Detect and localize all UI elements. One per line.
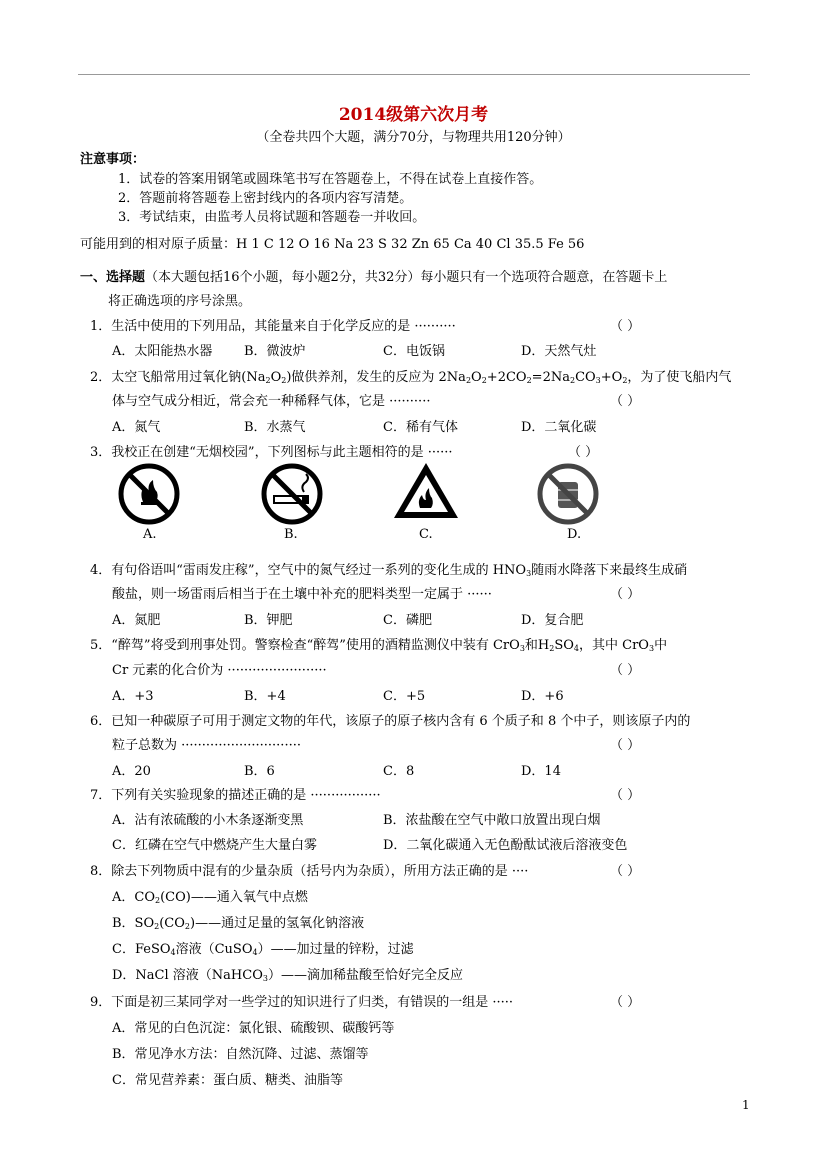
no-smoking-icon <box>260 462 324 526</box>
question-5-stem <box>90 634 667 653</box>
q8a-text: A．CO <box>112 890 155 905</box>
header-rule <box>78 74 750 75</box>
note-item: 2．答题前将答题卷上密封线内的各项内容写清楚。 <box>118 191 413 206</box>
q2-sub: 2 <box>481 376 487 385</box>
q1-option-b: B．微波炉 <box>244 344 306 359</box>
q2-option-c: C．稀有气体 <box>383 420 458 435</box>
q5-text: ，其中 CrO <box>579 638 649 653</box>
q8c-text: 溶液（CuSO <box>175 942 253 957</box>
q2-option-a: A．氮气 <box>112 420 161 435</box>
q1-option-a: A．太阳能热水器 <box>112 344 213 359</box>
flammable-warning-icon <box>391 460 461 522</box>
question-6-stem: 6．已知一种碳原子可用于测定文物的年代，该原子的原子核内含有 6 个质子和 8 个中子，则该原子内的 <box>90 714 691 729</box>
answer-paren: （ ） <box>610 864 641 879</box>
q4-sub: 3 <box>526 569 532 578</box>
q2-text: O <box>270 370 282 385</box>
q2-sub: 2 <box>569 376 576 385</box>
q8-option-d <box>112 964 463 983</box>
q2-text: +O <box>600 370 623 385</box>
q5-text: 和H <box>524 638 550 653</box>
answer-paren: （ ） <box>610 587 641 602</box>
q5-sub: 3 <box>648 644 655 653</box>
question-8-stem: 8．除去下列物质中混有的少量杂质（括号内为杂质），所用方法正确的是 ···· <box>90 864 529 879</box>
q5-sub: 3 <box>519 644 525 653</box>
answer-paren: （ ） <box>610 394 641 409</box>
q8a-text: (CO)——通入氧气中点燃 <box>160 890 308 905</box>
q2-text: +2CO <box>486 370 527 385</box>
question-4-stem <box>90 559 687 578</box>
section-desc-2: 将正确选项的序号涂黑。 <box>108 294 252 309</box>
q8b-text: (CO <box>159 916 185 931</box>
q1-option-d: D．天然气灶 <box>521 344 597 359</box>
q8c-text: ）——加过量的锌粉，过滤 <box>257 942 414 957</box>
question-9-stem: 9．下面是初三某同学对一些学过的知识进行了归类，有错误的一组是 ····· <box>90 995 514 1010</box>
q2-text: CO <box>575 370 596 385</box>
q8d-text: D．NaCl 溶液（NaHCO <box>112 968 263 983</box>
answer-paren: （ ） <box>610 738 641 753</box>
q9-option-a: A．常见的白色沉淀：氯化银、硫酸钡、碳酸钙等 <box>112 1021 395 1036</box>
q1-option-c: C．电饭锅 <box>383 344 445 359</box>
q2-sub: 2 <box>526 376 532 385</box>
q2-text: O <box>471 370 482 385</box>
q3-label-c: C. <box>419 527 433 542</box>
q8-sub: 4 <box>170 948 176 957</box>
note-item: 1．试卷的答案用钢笔或圆珠笔书写在答题卷上，不得在试卷上直接作答。 <box>118 172 543 187</box>
question-7-stem: 7．下列有关实验现象的描述正确的是 ················· <box>90 788 381 803</box>
q6-option-a: A．20 <box>112 764 151 779</box>
page-subtitle: （全卷共四个大题，满分70分，与物理共用120分钟） <box>256 130 571 145</box>
q5-sub: 4 <box>573 644 580 653</box>
q2-text: )做供养剂，发生的反应为 2Na <box>286 370 466 385</box>
section-title: 一、选择题 <box>80 270 146 285</box>
q8-option-b <box>112 912 364 931</box>
q3-label-d: D. <box>567 527 582 542</box>
q8-option-a <box>112 886 308 905</box>
q7-option-c: C．红磷在空气中燃烧产生大量白雾 <box>112 838 317 853</box>
q2-option-d: D．二氧化碳 <box>521 420 597 435</box>
question-4-line-2: 酸盐，则一场雷雨后相当于在土壤中补充的肥料类型一定属于 ······ <box>112 587 492 602</box>
q9-option-b: B．常见净水方法：自然沉降、过滤、蒸馏等 <box>112 1047 369 1062</box>
q4-option-c: C．磷肥 <box>383 613 432 628</box>
question-5-line-2: Cr 元素的化合价为 ························ <box>112 663 327 678</box>
q8d-text: ）——滴加稀盐酸至恰好完全反应 <box>267 968 463 983</box>
q2-sub: 2 <box>465 376 472 385</box>
section-heading <box>80 266 667 285</box>
q8-sub: 2 <box>155 896 161 905</box>
q8-sub: 4 <box>252 948 258 957</box>
q2-sub: 2 <box>265 376 271 385</box>
q2-text: ，为了使飞船内气 <box>627 370 732 385</box>
q3-label-b: B. <box>284 527 298 542</box>
q2-sub: 2 <box>281 376 287 385</box>
q5-option-a: A．+3 <box>112 689 154 704</box>
q7-option-d: D．二氧化碳通入无色酚酞试液后溶液变色 <box>383 838 628 853</box>
question-2-stem <box>90 366 731 385</box>
atomic-masses: 可能用到的相对原子质量：H 1 C 12 O 16 Na 23 S 32 Zn 65 Ca 40 Cl 35.5 Fe 56 <box>80 237 585 252</box>
question-3-stem: 3．我校正在创建“无烟校园”，下列图标与此主题相符的是 ······ <box>90 445 453 460</box>
q4-text: 随雨水降落下来最终生成硝 <box>531 563 688 578</box>
page-number: 1 <box>742 1098 750 1112</box>
q5-text: 5．“醉驾”将受到刑事处罚。警察检查“醉驾”使用的酒精监测仪中装有 CrO <box>90 638 520 653</box>
q7-option-b: B．浓盐酸在空气中敞口放置出现白烟 <box>383 813 601 828</box>
q8b-text: )——通过足量的氢氧化钠溶液 <box>190 916 365 931</box>
q8-sub: 2 <box>184 922 190 931</box>
q2-sub: 2 <box>622 376 628 385</box>
q8b-text: B．SO <box>112 916 155 931</box>
q5-option-d: D．+6 <box>521 689 564 704</box>
no-open-flame-icon <box>117 462 181 526</box>
question-6-line-2: 粒子总数为 ····························· <box>112 738 301 753</box>
q8c-text: C．FeSO <box>112 942 171 957</box>
q6-option-c: C．8 <box>383 764 415 779</box>
q2-sub: 3 <box>595 376 601 385</box>
no-dumping-icon <box>536 462 600 526</box>
q8-sub: 3 <box>262 974 268 983</box>
section-desc: （本大题包括16个小题，每小题2分，共32分）每小题只有一个选项符合题意，在答题卡上 <box>145 270 668 285</box>
q4-option-a: A．氮肥 <box>112 613 161 628</box>
answer-paren: （ ） <box>610 995 641 1010</box>
q8-sub: 2 <box>154 922 160 931</box>
q7-option-a: A．沾有浓硫酸的小木条逐渐变黑 <box>112 813 304 828</box>
q2-option-b: B．水蒸气 <box>244 420 306 435</box>
question-1-stem: 1．生活中使用的下列用品，其能量来自于化学反应的是 ·········· <box>90 319 456 334</box>
q4-option-d: D．复合肥 <box>521 613 584 628</box>
note-item: 3．考试结束，由监考人员将试题和答题卷一并收回。 <box>118 210 426 225</box>
q2-text: =2Na <box>531 370 570 385</box>
q3-label-a: A. <box>143 527 157 542</box>
q8-option-c <box>112 938 414 957</box>
q5-option-c: C．+5 <box>383 689 426 704</box>
page-title: 2014级第六次月考 <box>338 105 489 125</box>
q2-text: 2．太空飞船常用过氧化钠(Na <box>90 370 266 385</box>
question-2-line-2: 体与空气成分相近，常会充一种稀释气体，它是 ·········· <box>112 394 431 409</box>
q5-text: 中 <box>654 638 668 653</box>
answer-paren: （ ） <box>568 445 599 460</box>
q5-text: SO <box>554 638 574 653</box>
answer-paren: （ ） <box>610 788 641 803</box>
q6-option-b: B．6 <box>244 764 275 779</box>
answer-paren: （ ） <box>610 319 641 334</box>
q4-option-b: B．钾肥 <box>244 613 293 628</box>
q5-option-b: B．+4 <box>244 689 286 704</box>
answer-paren: （ ） <box>610 663 641 678</box>
q5-sub: 2 <box>549 644 555 653</box>
q9-option-c: C．常见营养素：蛋白质、糖类、油脂等 <box>112 1073 343 1088</box>
q6-option-d: D．14 <box>521 764 561 779</box>
q4-text: 4．有句俗语叫“雷雨发庄稼”，空气中的氮气经过一系列的变化生成的 HNO <box>90 563 527 578</box>
notes-heading: 注意事项： <box>80 152 146 167</box>
